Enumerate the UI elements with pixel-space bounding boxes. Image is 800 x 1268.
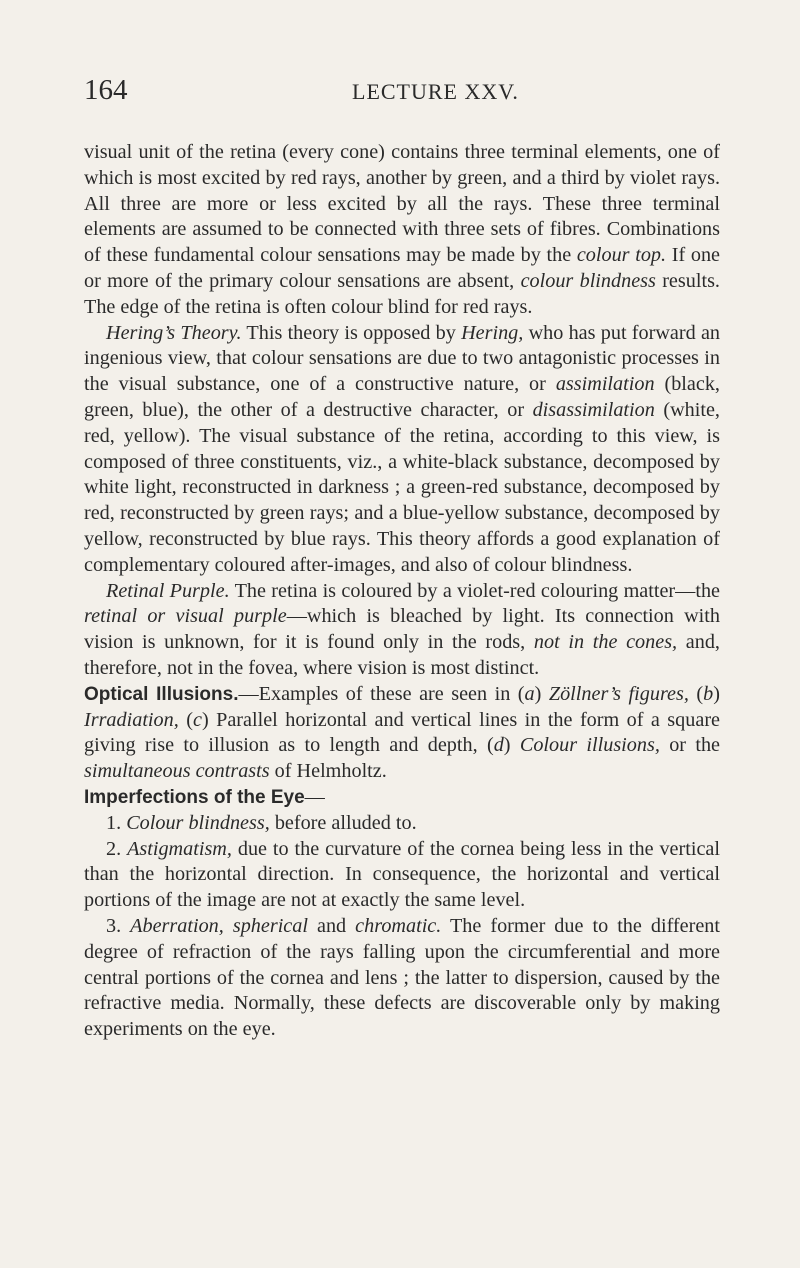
section-heading: Imperfections of the Eye [84,786,305,808]
paragraph: Imperfections of the Eye— [84,785,325,808]
paragraph: Optical Illusions.—Examples of these are seen in (a) Zöllner’s figures, (b) Irradiation, (c) Parallel horizontal and vertical lines in the form of a square giving rise to illusion as to length and depth, (d) Colour illusions, or the simultaneous contrasts of Helmholtz. [84,682,721,783]
page-number: 164 [84,74,128,106]
list-item: 1. Colour blindness, before alluded to. [106,811,417,834]
paragraph: Retinal Purple. The retina is coloured by a violet-red colouring matter—the retinal or visual purple—which is bleached by light. Its connection with vision is unknown, for it is found only in the rods, not in the cones, and, therefore, not in the fovea, where vision is most distinct. [84,579,721,679]
running-title: LECTURE XXV. [352,79,519,104]
page-header [84,74,716,114]
section-heading: Optical Illusions. [84,683,239,705]
paragraph: Hering’s Theory. This theory is opposed by Hering, who has put forward an ingenious view, that colour sensations are due to two antagonistic processes in the visual substance, one of a constructive nature, or assimilation (black, green, blue), the other of a destructive character, or disassimilation (white, red, yellow). The visual substance of the retina, according to this view, is composed of three constituents, viz., a white-black substance, decomposed by white light, reconstructed in darkness ; a green-red substance, decomposed by red, reconstructed by green rays; and a blue-yellow substance, decomposed by yellow, reconstructed by blue rays. This theory affords a good explanation of complementary coloured after-images, and also of colour blindness. [84,321,720,576]
body-text [84,140,720,1043]
list-item: 3. Aberration, spherical and chromatic. The former due to the different degree of refraction of the rays falling upon the circumferential and more central portions of the cornea and lens ; the latter to dispersion, caused by the refractive media. Normally, these defects are discoverable only by making experiments on the eye. [84,914,721,1041]
paragraph: visual unit of the retina (every cone) contains three terminal elements, one of which is most excited by red rays, another by green, and a third by violet rays. All three are more or less excited by all the rays. These three terminal elements are assumed to be connected with three sets of fibres. Combinations of these fundamental colour sensations may be made by the colour top. If one or more of the primary colour sensations are absent, colour blindness results. The edge of the retina is often colour blind for red rays. [84,141,720,318]
list-item: 2. Astigmatism, due to the curvature of the cornea being less in the vertical than the horizontal direction. In consequence, the horizontal and vertical portions of the image are not at exactly the same level. [84,837,720,912]
